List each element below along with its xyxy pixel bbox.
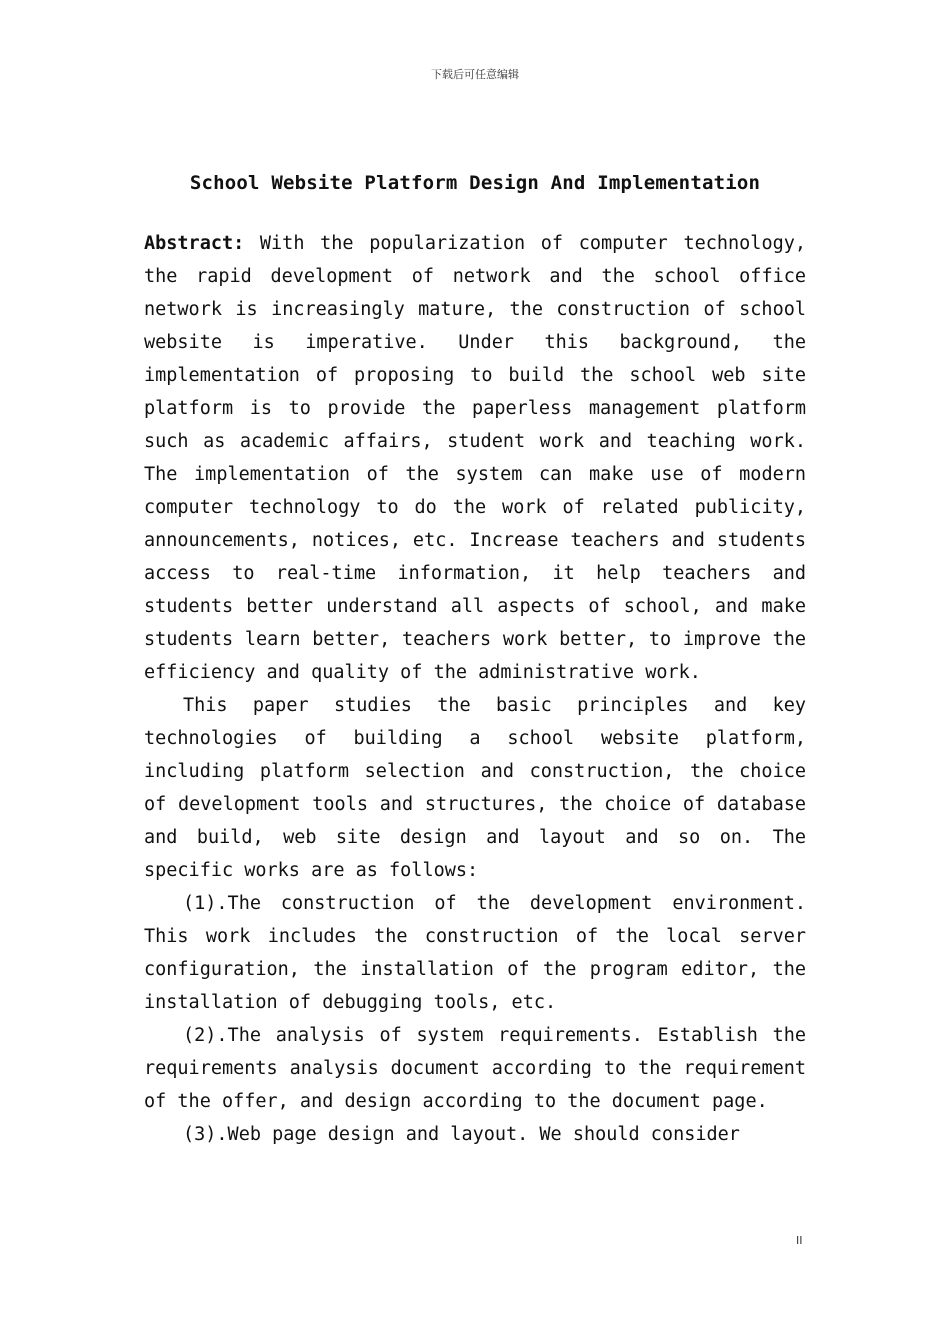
body-paragraph-intro: This paper studies the basic principles and key technologies of building a school website platform, including platform selection and construction, the choice of development tools and structures, the choice of database and build, web site design and layout and so on. The specific works are as follows: — [144, 695, 806, 881]
body-paragraph-item-2: (2).The analysis of system requirements. Establish the requirements analysis document according to the requirement of the offer, and design according to the document page. — [144, 1025, 806, 1112]
page-number: II — [796, 1234, 803, 1247]
abstract-paragraph — [144, 227, 806, 689]
header-note: 下载后可任意编辑 — [431, 68, 519, 81]
document-body — [144, 227, 806, 1151]
document-title: School Website Platform Design And Implementation — [189, 172, 761, 194]
abstract-label: Abstract: — [144, 233, 245, 254]
abstract-text: With the popularization of computer technology, the rapid development of network and the school office network is increasingly mature, the construction of school website is imperative. Under this background, the implementation of proposing to build the school web site platform is to provide the paperless management platform such as academic affairs, student work and teaching work. The implementation of the system can make use of modern computer technology to do the work of related publicity, announcements, notices, etc. Increase teachers and students access to real-time information, it help teachers and students better understand all aspects of school, and make students learn better, teachers work better, to improve the efficiency and quality of the administrative work. — [144, 233, 806, 683]
body-paragraph-item-1: (1).The construction of the development environment. This work includes the construction of the local server configuration, the installation of the program editor, the installation of debugging tools, etc. — [144, 893, 806, 1013]
body-paragraph-item-3: (3).Web page design and layout. We should consider — [183, 1124, 740, 1145]
